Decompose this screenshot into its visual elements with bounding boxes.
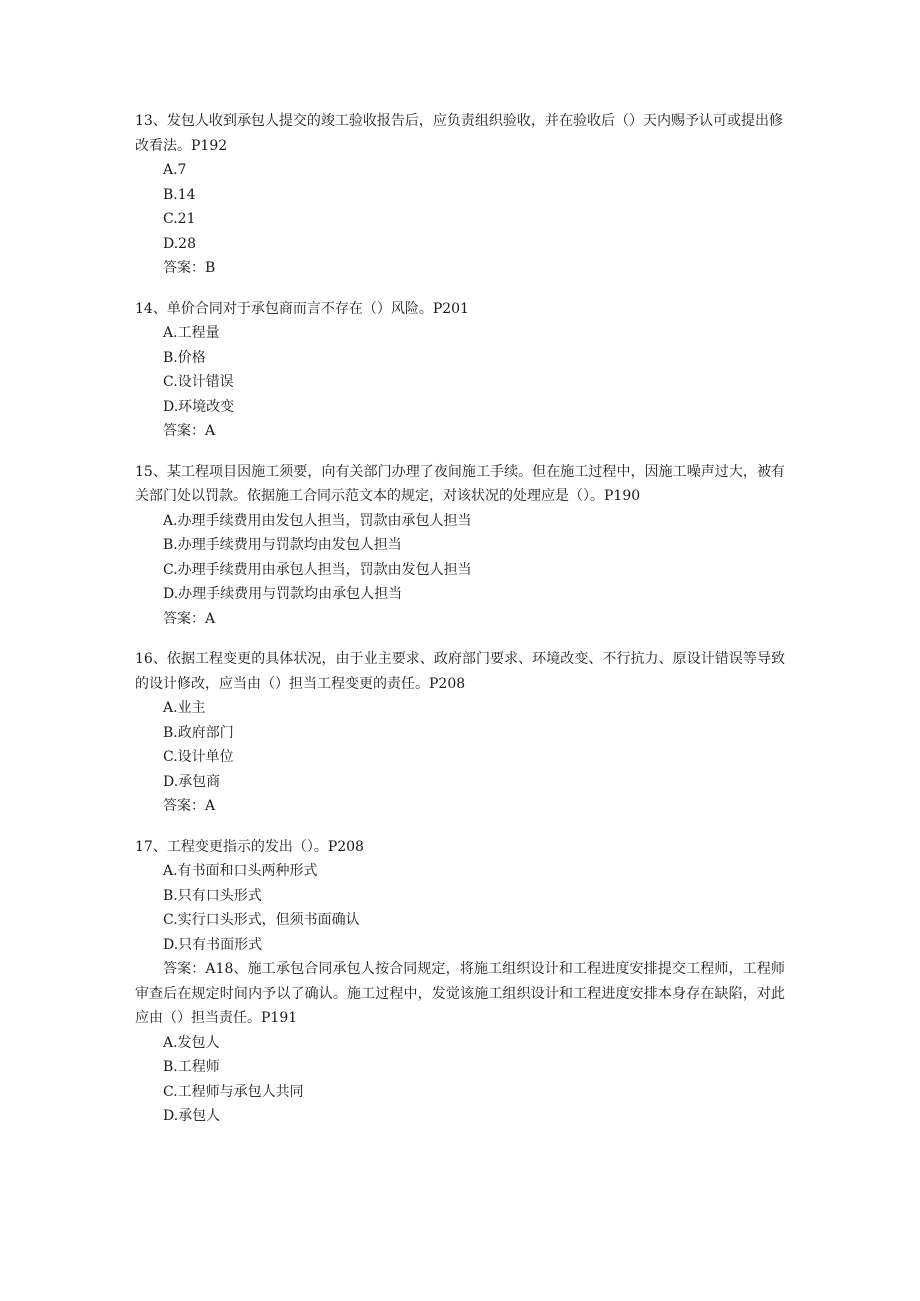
answer: 答案：A [163, 423, 216, 439]
question-15 [135, 460, 785, 632]
question-stem: 15、某工程项目因施工须要，向有关部门办理了夜间施工手续。但在施工过程中，因施工噪声过大，被有关部门处以罚款。依据施工合同示范文本的规定，对该状况的处理应是（）。P190 [135, 463, 785, 504]
option-a: A.办理手续费用由发包人担当，罚款由承包人担当 [163, 512, 472, 529]
question-18 [135, 957, 785, 1129]
option-b: B.价格 [163, 349, 206, 366]
option-a: A.发包人 [163, 1034, 220, 1051]
option-b: B.14 [163, 186, 196, 203]
option-d: D.承包商 [163, 773, 221, 790]
option-b: B.政府部门 [163, 724, 234, 741]
option-b: B.办理手续费用与罚款均由发包人担当 [163, 537, 402, 553]
option-a: A.7 [163, 162, 187, 178]
option-d: D.承包人 [163, 1108, 221, 1124]
option-b: B.只有口头形式 [163, 887, 262, 904]
option-c: C.设计单位 [163, 749, 234, 765]
question-stem: 13、发包人收到承包人提交的竣工验收报告后，应负责组织验收，并在验收后（）天内赐予认可或提出修改看法。P192 [135, 113, 783, 154]
option-d: D.只有书面形式 [163, 936, 263, 953]
option-b: B.工程师 [163, 1059, 220, 1075]
question-17 [135, 835, 785, 958]
option-c: C.21 [163, 211, 196, 227]
question-list [135, 109, 785, 1145]
option-a: A.有书面和口头两种形式 [163, 863, 318, 879]
question-stem: 14、单价合同对于承包商而言不存在（）风险。P201 [135, 300, 469, 317]
answer: 答案：A [163, 798, 216, 814]
option-c: C.办理手续费用由承包人担当，罚款由发包人担当 [163, 561, 472, 578]
option-d: D.环境改变 [163, 398, 235, 415]
option-c: C.设计错误 [163, 374, 234, 390]
answer: 答案：B [163, 260, 216, 276]
question-14 [135, 297, 785, 444]
option-c: C.实行口头形式，但须书面确认 [163, 912, 360, 928]
option-d: D.28 [163, 235, 196, 252]
question-stem: 16、依据工程变更的具体状况，由于业主要求、政府部门要求、环境改变、不行抗力、原设计错误等导致的设计修改，应当由（）担当工程变更的责任。P208 [135, 651, 785, 692]
option-d: D.办理手续费用与罚款均由承包人担当 [163, 586, 403, 602]
question-stem: 17、工程变更指示的发出（）。P208 [135, 838, 364, 855]
question-16 [135, 647, 785, 819]
option-c: C.工程师与承包人共同 [163, 1083, 304, 1100]
option-a: A.业主 [163, 700, 206, 716]
option-a: A.工程量 [163, 325, 220, 341]
question-13 [135, 109, 785, 281]
answer: 答案：A [163, 610, 216, 627]
answer-and-question-18-stem: 答案：A18、施工承包合同承包人按合同规定，将施工组织设计和工程进度安排提交工程师，工程师审查后在规定时间内予以了确认。施工过程中，发觉该施工组织设计和工程进度安排本身存在缺陷，对此应由（）担当责任。P191 [135, 961, 785, 1026]
